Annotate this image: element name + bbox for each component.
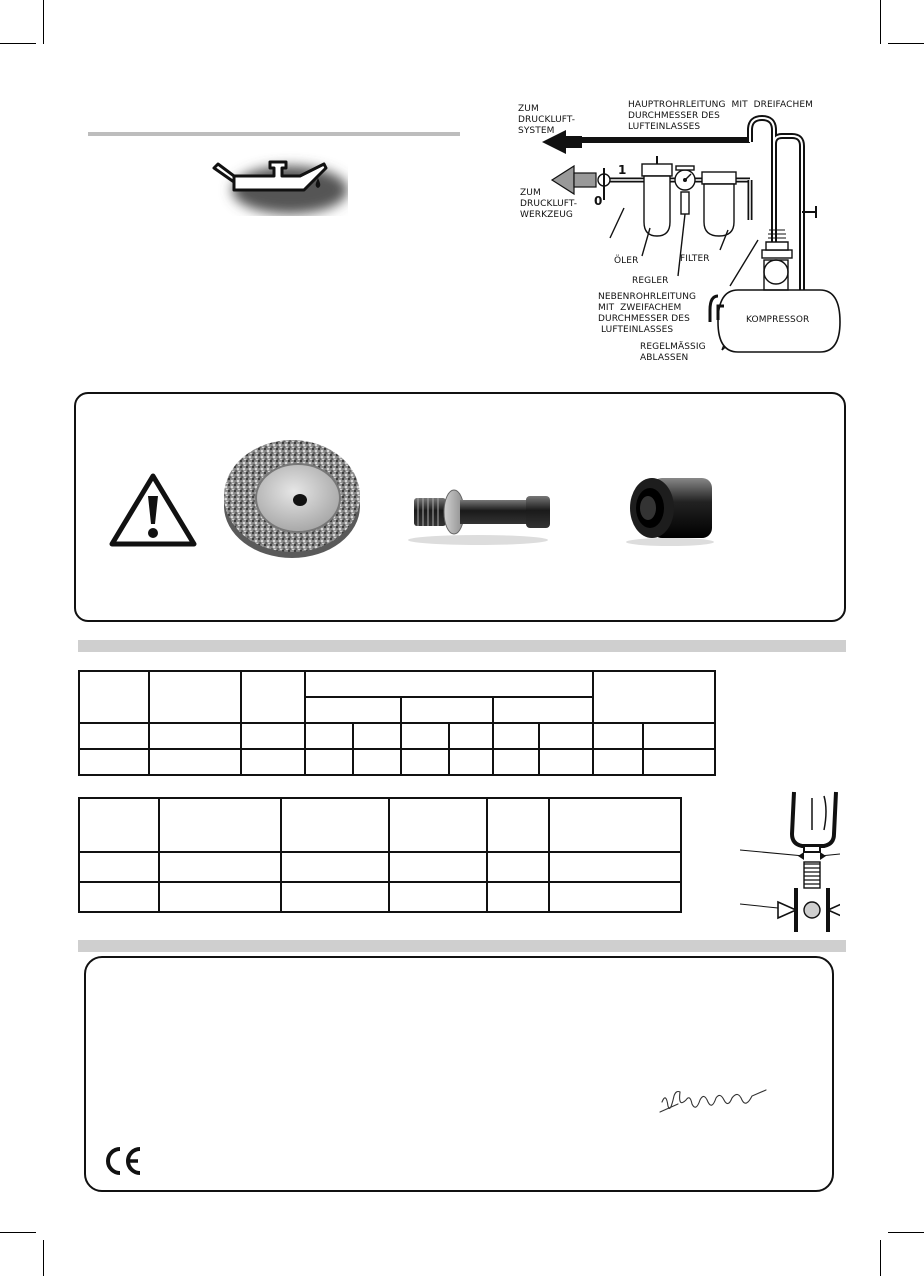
label-to-system: ZUM DRUCKLUFT- SYSTEM <box>518 104 576 136</box>
table-row <box>79 749 715 775</box>
table-cell <box>549 852 681 882</box>
table-cell <box>389 882 487 912</box>
label-valve-off: 0 <box>594 194 603 208</box>
table-cell <box>241 671 305 723</box>
table-row <box>79 723 715 749</box>
table-cell <box>241 723 305 749</box>
table-cell <box>549 798 681 852</box>
table-cell <box>389 852 487 882</box>
table-cell <box>549 882 681 912</box>
signature-image <box>656 1082 772 1120</box>
table-cell <box>593 749 643 775</box>
crop-mark <box>888 43 924 44</box>
table-cell <box>305 749 353 775</box>
label-to-tool: ZUM DRUCKLUFT- WERKZEUG <box>520 188 578 220</box>
crop-mark <box>0 1232 36 1233</box>
table-cell <box>353 723 401 749</box>
table-cell <box>539 749 593 775</box>
label-regulator: REGLER <box>632 276 669 286</box>
table-cell <box>79 882 159 912</box>
table-cell <box>487 882 549 912</box>
label-branch-pipe: NEBENROHRLEITUNG MIT ZWEIFACHEM DURCHMESSER DES LUFTEINLASSES <box>598 292 697 335</box>
table-cell <box>389 798 487 852</box>
table-cell <box>401 723 449 749</box>
arbor-adapter-image <box>408 480 554 550</box>
table-cell <box>79 852 159 882</box>
table-row <box>79 798 681 852</box>
table-cell <box>281 882 389 912</box>
table-cell <box>401 749 449 775</box>
table-cell <box>493 749 539 775</box>
grinding-disc-image <box>216 424 368 570</box>
declaration-panel <box>84 956 834 1192</box>
table-cell <box>539 723 593 749</box>
table-cell <box>149 723 241 749</box>
crop-mark <box>43 0 44 44</box>
section-bar <box>78 640 846 652</box>
table-cell <box>79 798 159 852</box>
crop-mark <box>880 0 881 44</box>
section-bar <box>78 940 846 952</box>
table-cell <box>493 697 593 723</box>
section-rule <box>88 132 460 136</box>
table-cell <box>449 749 493 775</box>
table-cell <box>643 749 715 775</box>
spec-table-1 <box>78 670 716 776</box>
table-cell <box>305 697 401 723</box>
table-cell <box>305 723 353 749</box>
ce-mark-icon <box>102 1146 144 1176</box>
table-cell <box>241 749 305 775</box>
table-cell <box>449 723 493 749</box>
connector-diagram-icon <box>740 790 840 932</box>
crop-mark <box>43 1240 44 1276</box>
quick-coupler-image <box>622 470 716 546</box>
table-cell <box>643 723 715 749</box>
table-cell <box>593 671 715 723</box>
table-cell <box>281 852 389 882</box>
table-cell <box>353 749 401 775</box>
warning-triangle-icon <box>108 472 198 548</box>
spec-table-2 <box>78 797 682 913</box>
table-cell <box>159 852 281 882</box>
table-cell <box>149 671 241 723</box>
crop-mark <box>888 1232 924 1233</box>
table-row <box>79 852 681 882</box>
oil-can-icon <box>212 150 348 216</box>
table-cell <box>79 749 149 775</box>
label-oiler: ÖLER <box>614 256 639 266</box>
table-cell <box>493 723 539 749</box>
label-main-pipe: HAUPTROHRLEITUNG MIT DREIFACHEM DURCHMESSER DES LUFTEINLASSES <box>628 100 813 132</box>
table-cell <box>281 798 389 852</box>
label-drain: REGELMÄSSIG ABLASSEN <box>640 342 706 363</box>
table-cell <box>159 798 281 852</box>
label-filter: FILTER <box>680 254 710 264</box>
label-compressor: KOMPRESSOR <box>746 315 810 325</box>
table-cell <box>487 798 549 852</box>
crop-mark <box>0 43 36 44</box>
table-cell <box>593 723 643 749</box>
table-cell <box>79 671 149 723</box>
table-cell <box>149 749 241 775</box>
label-valve-on: 1 <box>618 163 627 177</box>
table-row <box>79 882 681 912</box>
crop-mark <box>880 1240 881 1276</box>
table-cell <box>79 723 149 749</box>
table-cell <box>305 671 593 697</box>
table-cell <box>487 852 549 882</box>
table-cell <box>159 882 281 912</box>
table-cell <box>401 697 493 723</box>
